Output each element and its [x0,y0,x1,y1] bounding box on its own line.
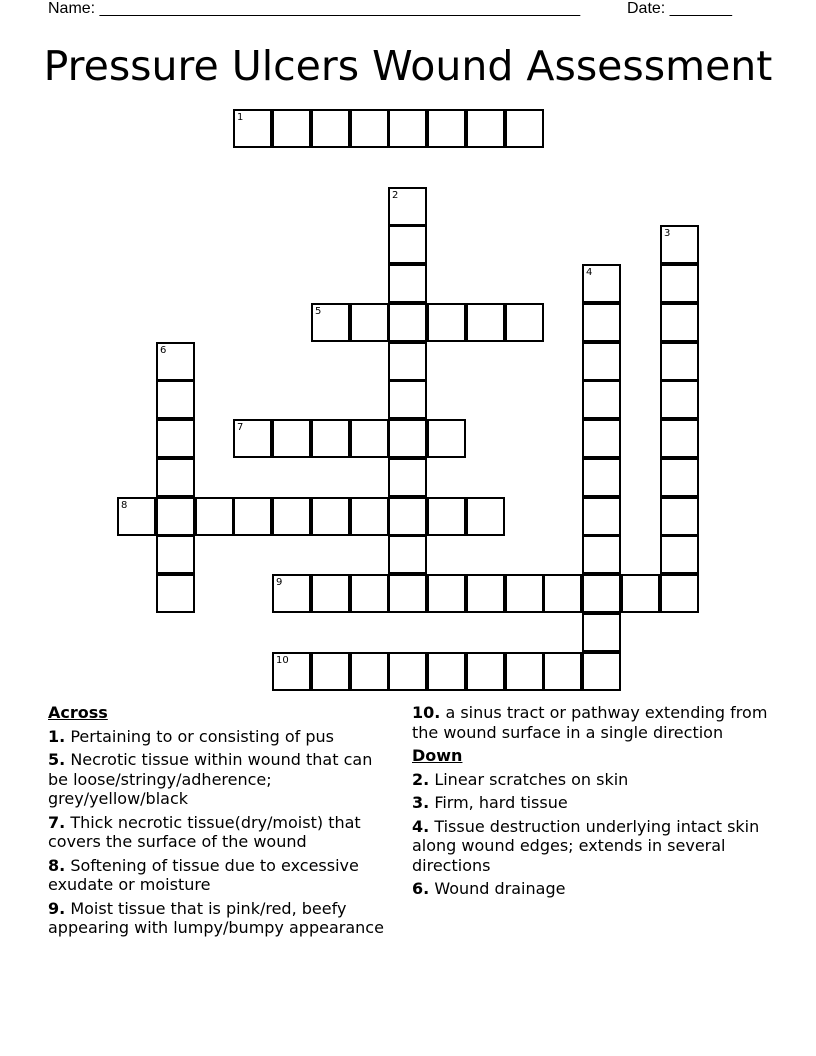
grid-cell[interactable] [427,419,466,458]
grid-cell[interactable] [156,380,195,419]
page-title: Pressure Ulcers Wound Assessment [43,42,773,90]
grid-cell[interactable] [156,535,195,574]
cell-number: 6 [160,345,167,356]
grid-cell[interactable] [156,458,195,497]
clue-text: Tissue destruction underlying intact skin along wound edges; extends in several directions [412,816,760,875]
clue-down-2 [412,770,772,790]
clue-text: Pertaining to or consisting of pus [70,726,334,746]
clue-number: 1. [48,726,66,746]
grid-cell[interactable] [505,574,544,613]
grid-cell[interactable] [388,303,427,342]
grid-cell[interactable] [505,303,544,342]
down-heading: Down [412,746,463,765]
grid-cell[interactable] [660,419,699,458]
cell-number: 5 [315,306,322,317]
grid-cell[interactable] [582,380,621,419]
grid-cell[interactable] [311,652,350,691]
cell-number: 9 [276,577,283,588]
clue-number: 7. [48,812,66,832]
grid-cell[interactable] [272,574,311,613]
clue-across-1 [48,727,388,747]
clue-text: a sinus tract or pathway extending from the wound surface in a single direction [412,703,768,742]
grid-cell[interactable] [388,419,427,458]
clue-text: Linear scratches on skin [434,769,629,789]
grid-cell[interactable] [660,574,699,613]
grid-cell[interactable] [582,497,621,536]
clue-number: 5. [48,750,66,769]
grid-cell[interactable] [156,419,195,458]
clue-number: 10. [412,703,441,722]
grid-cell[interactable] [388,342,427,381]
clue-text: Firm, hard tissue [434,793,568,812]
grid-cell[interactable] [272,497,311,536]
grid-cell[interactable] [156,342,195,381]
grid-cell[interactable] [582,613,621,652]
clue-across-8 [48,856,388,895]
clue-number: 3. [412,793,430,812]
clue-number: 9. [48,898,66,918]
cell-number: 7 [237,422,244,433]
grid-cell[interactable] [311,109,350,148]
clue-across-5 [48,750,388,809]
grid-cell[interactable] [117,497,156,536]
grid-cell[interactable] [582,303,621,342]
grid-cell[interactable] [388,652,427,691]
clue-down-6 [412,879,772,899]
grid-cell[interactable] [427,303,466,342]
grid-cell[interactable] [233,109,272,148]
clue-number: 6. [412,879,430,898]
grid-cell[interactable] [660,497,699,536]
name-field-label: Name: ______________________________________________________ [48,0,581,17]
grid-cell[interactable] [543,652,582,691]
grid-cell[interactable] [660,535,699,574]
cell-number: 3 [664,228,671,239]
grid-cell[interactable] [660,225,699,264]
grid-cell[interactable] [388,458,427,497]
grid-cell[interactable] [660,458,699,497]
grid-cell[interactable] [156,574,195,613]
grid-cell[interactable] [272,109,311,148]
grid-cell[interactable] [582,419,621,458]
grid-cell[interactable] [233,497,272,536]
grid-cell[interactable] [156,497,195,536]
grid-cell[interactable] [427,574,466,613]
clue-text: Softening of tissue due to excessive exudate or moisture [48,855,359,894]
grid-cell[interactable] [466,652,505,691]
grid-cell[interactable] [350,574,389,613]
clue-across-9 [48,899,388,938]
grid-cell[interactable] [660,380,699,419]
grid-cell[interactable] [582,342,621,381]
clue-down-4 [412,817,772,876]
grid-cell[interactable] [311,419,350,458]
grid-cell[interactable] [311,574,350,613]
grid-cell[interactable] [582,264,621,303]
clues-left-column [48,703,388,942]
grid-cell[interactable] [582,652,621,691]
grid-cell[interactable] [466,303,505,342]
grid-cell[interactable] [388,574,427,613]
grid-cell[interactable] [388,225,427,264]
grid-cell[interactable] [466,574,505,613]
clue-number: 8. [48,855,66,875]
grid-cell[interactable] [466,497,505,536]
grid-cell[interactable] [311,497,350,536]
cell-number: 2 [392,190,399,201]
grid-cell[interactable] [388,535,427,574]
grid-cell[interactable] [582,574,621,613]
cell-number: 1 [237,112,244,123]
grid-cell[interactable] [272,652,311,691]
grid-cell[interactable] [311,303,350,342]
grid-cell[interactable] [660,303,699,342]
grid-cell[interactable] [466,109,505,148]
clues-right-column [412,703,772,903]
grid-cell[interactable] [350,303,389,342]
cell-number: 10 [276,655,289,666]
grid-cell[interactable] [621,574,660,613]
cell-number: 4 [586,267,593,278]
clue-text: Moist tissue that is pink/red, beefy appearing with lumpy/bumpy appearance [48,898,384,937]
cell-number: 8 [121,500,128,511]
clue-text: Thick necrotic tissue(dry/moist) that covers the surface of the wound [48,812,361,851]
grid-cell[interactable] [505,652,544,691]
grid-cell[interactable] [582,535,621,574]
grid-cell[interactable] [427,497,466,536]
grid-cell[interactable] [350,652,389,691]
clue-number: 4. [412,816,430,836]
grid-cell[interactable] [272,419,311,458]
grid-cell[interactable] [388,187,427,226]
grid-cell[interactable] [388,109,427,148]
clue-down-3 [412,793,772,813]
grid-cell[interactable] [388,380,427,419]
across-heading: Across [48,703,108,722]
clue-text: Wound drainage [434,879,566,898]
grid-cell[interactable] [388,264,427,303]
grid-cell[interactable] [582,458,621,497]
grid-cell[interactable] [660,264,699,303]
clue-text: Necrotic tissue within wound that can be loose/stringy/adherence; grey/yellow/black [48,750,373,808]
grid-cell[interactable] [350,109,389,148]
clue-number: 2. [412,769,430,789]
clue-across-10 [412,703,772,742]
grid-cell[interactable] [195,497,234,536]
grid-cell[interactable] [350,419,389,458]
grid-cell[interactable] [505,109,544,148]
grid-cell[interactable] [660,342,699,381]
clue-across-7 [48,813,388,852]
grid-cell[interactable] [233,419,272,458]
date-field-label: Date: _______ [627,0,732,17]
grid-cell[interactable] [350,497,389,536]
grid-cell[interactable] [427,109,466,148]
grid-cell[interactable] [543,574,582,613]
grid-cell[interactable] [388,497,427,536]
grid-cell[interactable] [427,652,466,691]
